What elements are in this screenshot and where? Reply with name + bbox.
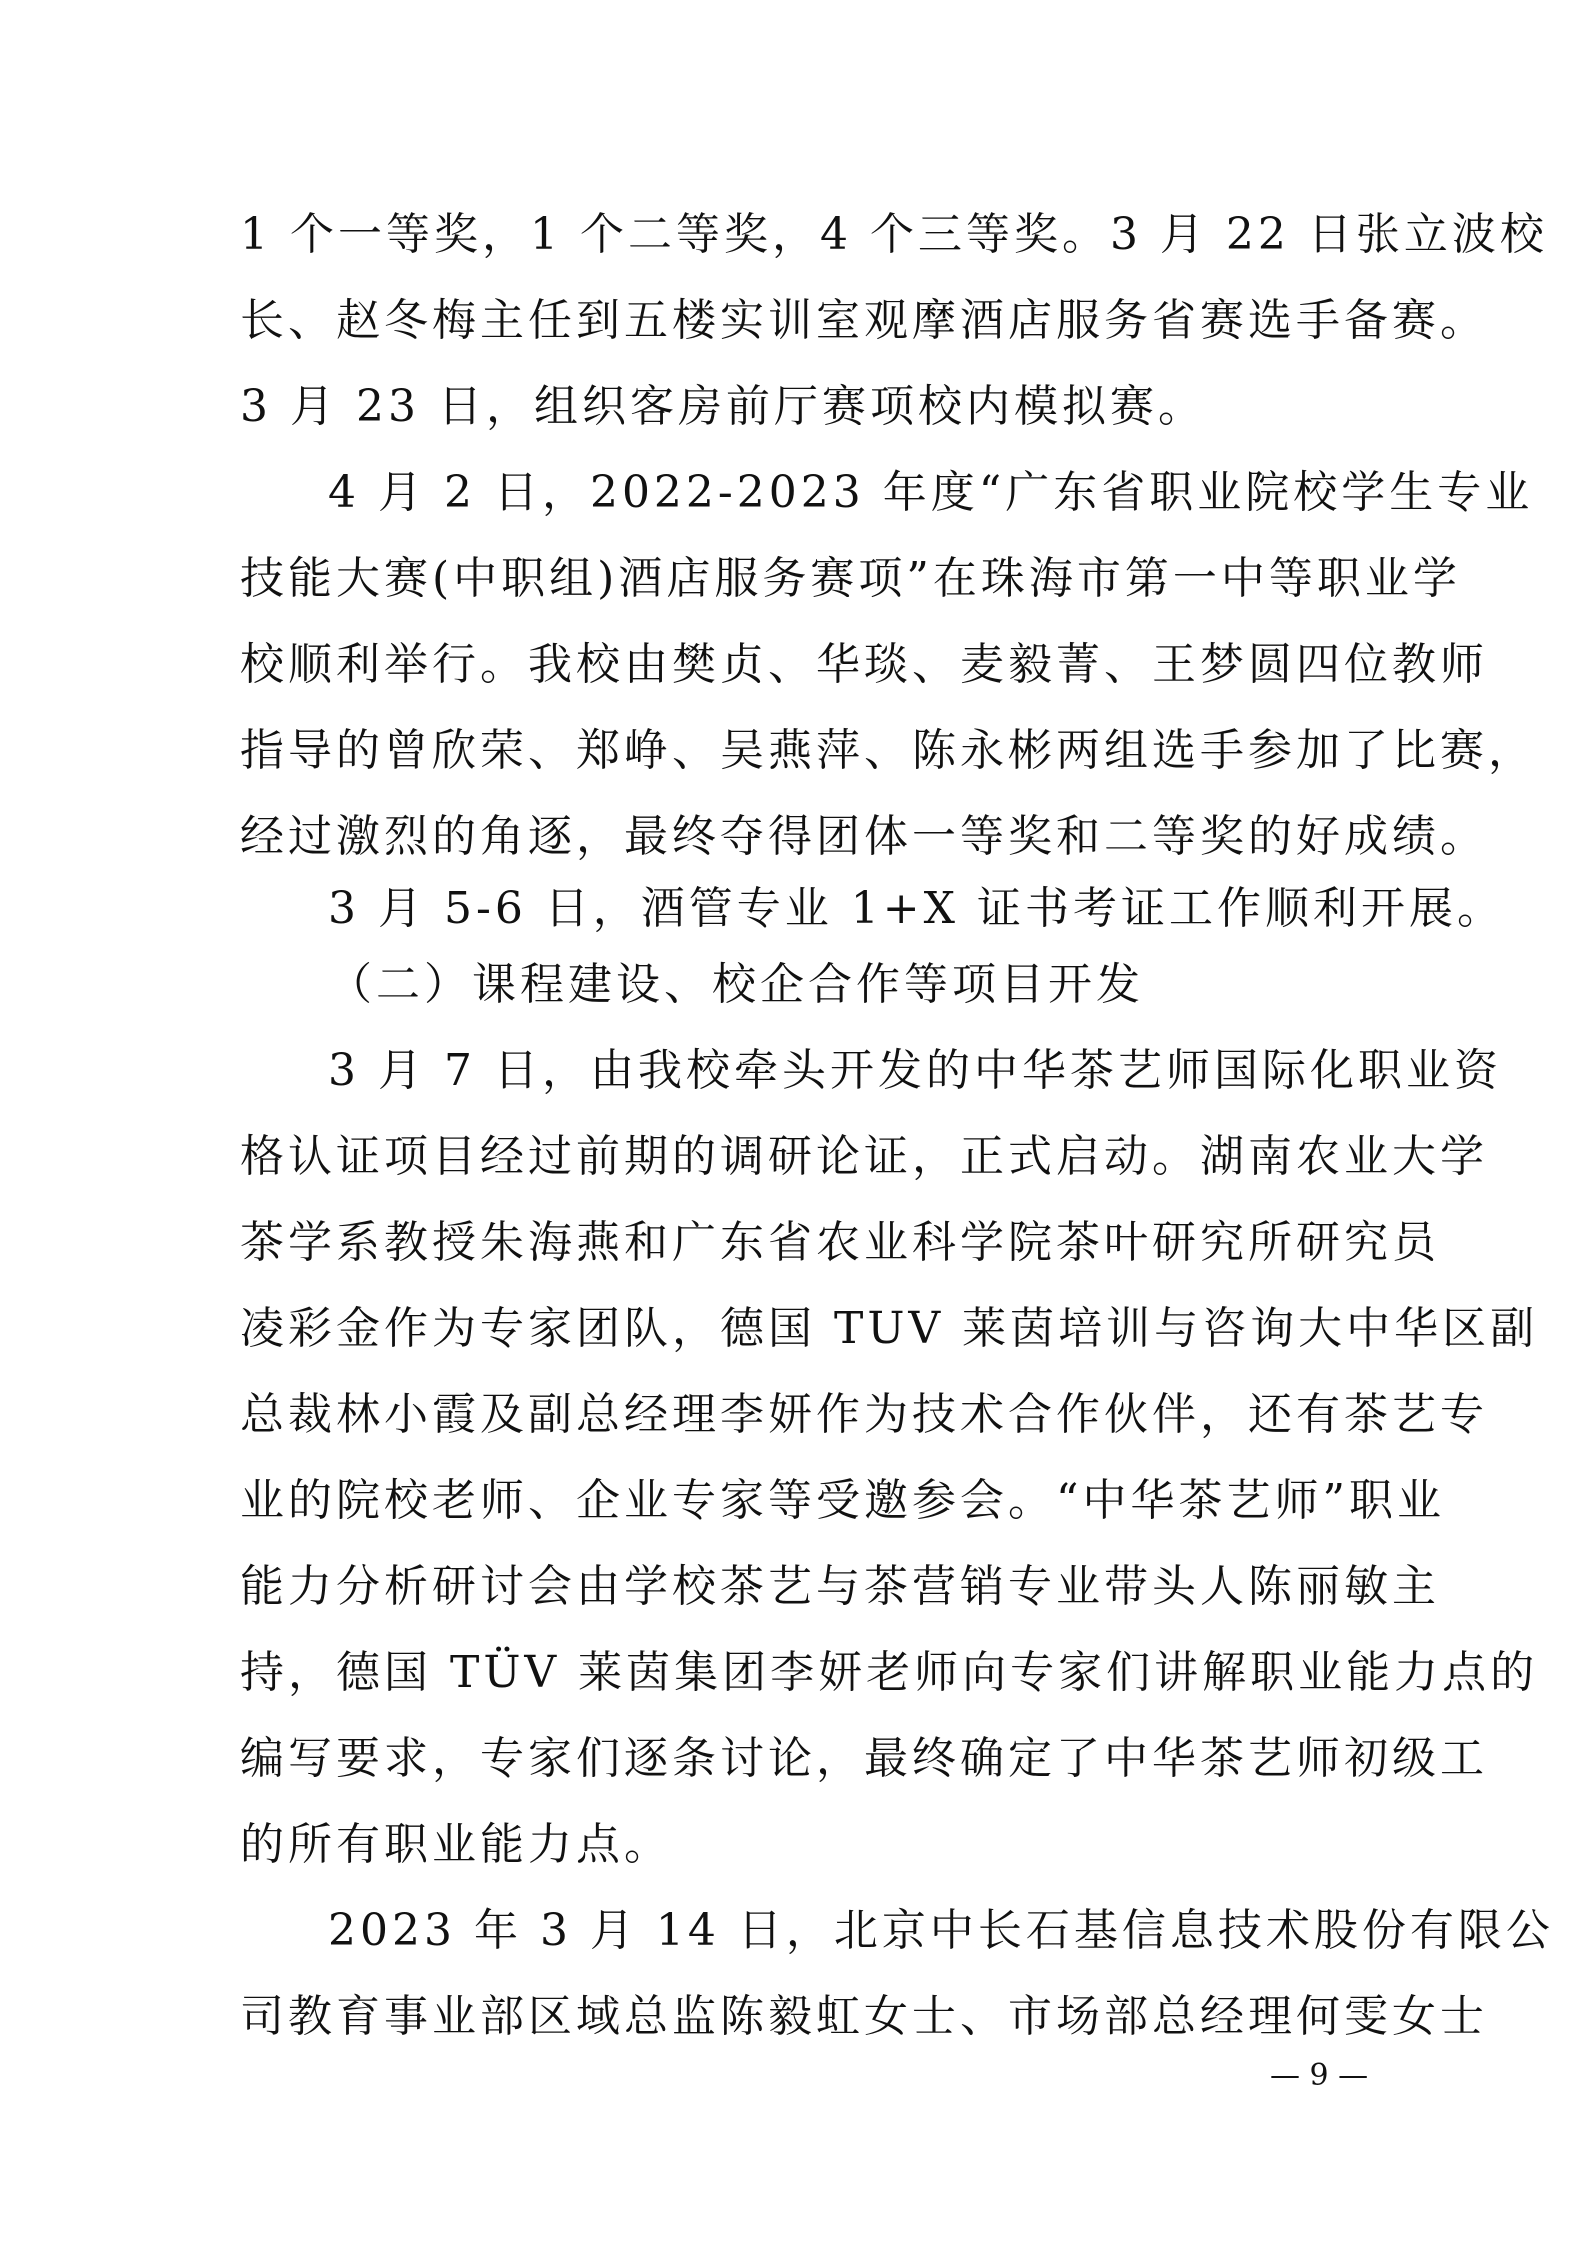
paragraph-first-line: 3 月 5-6 日，酒管专业 1+X 证书考证工作顺利开展。 [328, 883, 1505, 934]
text-line: 编写要求，专家们逐条讨论，最终确定了中华茶艺师初级工 [240, 1733, 1488, 1784]
paragraph-first-line: 4 月 2 日，2022-2023 年度“广东省职业院校学生专业 [328, 467, 1534, 518]
paragraph-first-line: 3 月 7 日，由我校牵头开发的中华茶艺师国际化职业资 [328, 1045, 1502, 1096]
text-line: 1 个一等奖，1 个二等奖，4 个三等奖。3 月 22 日张立波校 [240, 209, 1548, 260]
text-line: 校顺利举行。我校由樊贞、华琰、麦毅菁、王梦圆四位教师 [240, 639, 1488, 690]
text-line: 3 月 23 日，组织客房前厅赛项校内模拟赛。 [240, 381, 1206, 432]
page-number: — 9 — [1270, 2058, 1369, 2093]
text-line: 茶学系教授朱海燕和广东省农业科学院茶叶研究所研究员 [240, 1217, 1440, 1268]
text-line: 凌彩金作为专家团队，德国 TUV 莱茵培训与咨询大中华区副 [240, 1303, 1539, 1354]
text-line: 能力分析研讨会由学校茶艺与茶营销专业带头人陈丽敏主 [240, 1561, 1440, 1612]
text-line: 总裁林小霞及副总经理李妍作为技术合作伙伴，还有茶艺专 [240, 1389, 1488, 1440]
section-heading: （二）课程建设、校企合作等项目开发 [328, 959, 1144, 1010]
text-line: 持，德国 TÜV 莱茵集团李妍老师向专家们讲解职业能力点的 [240, 1647, 1539, 1698]
text-line: 司教育事业部区域总监陈毅虹女士、市场部总经理何雯女士 [240, 1991, 1488, 2042]
text-line: 指导的曾欣荣、郑峥、吴燕萍、陈永彬两组选手参加了比赛， [240, 725, 1536, 776]
text-line: 格认证项目经过前期的调研论证，正式启动。湖南农业大学 [240, 1131, 1488, 1182]
text-line: 业的院校老师、企业专家等受邀参会。“中华茶艺师”职业 [240, 1475, 1445, 1526]
text-line: 技能大赛(中职组)酒店服务赛项”在珠海市第一中等职业学 [240, 553, 1461, 604]
text-line: 经过激烈的角逐，最终夺得团体一等奖和二等奖的好成绩。 [240, 811, 1488, 862]
text-line: 长、赵冬梅主任到五楼实训室观摩酒店服务省赛选手备赛。 [240, 295, 1488, 346]
paragraph-first-line: 2023 年 3 月 14 日，北京中长石基信息技术股份有限公 [328, 1905, 1554, 1956]
text-line: 的所有职业能力点。 [240, 1819, 672, 1870]
